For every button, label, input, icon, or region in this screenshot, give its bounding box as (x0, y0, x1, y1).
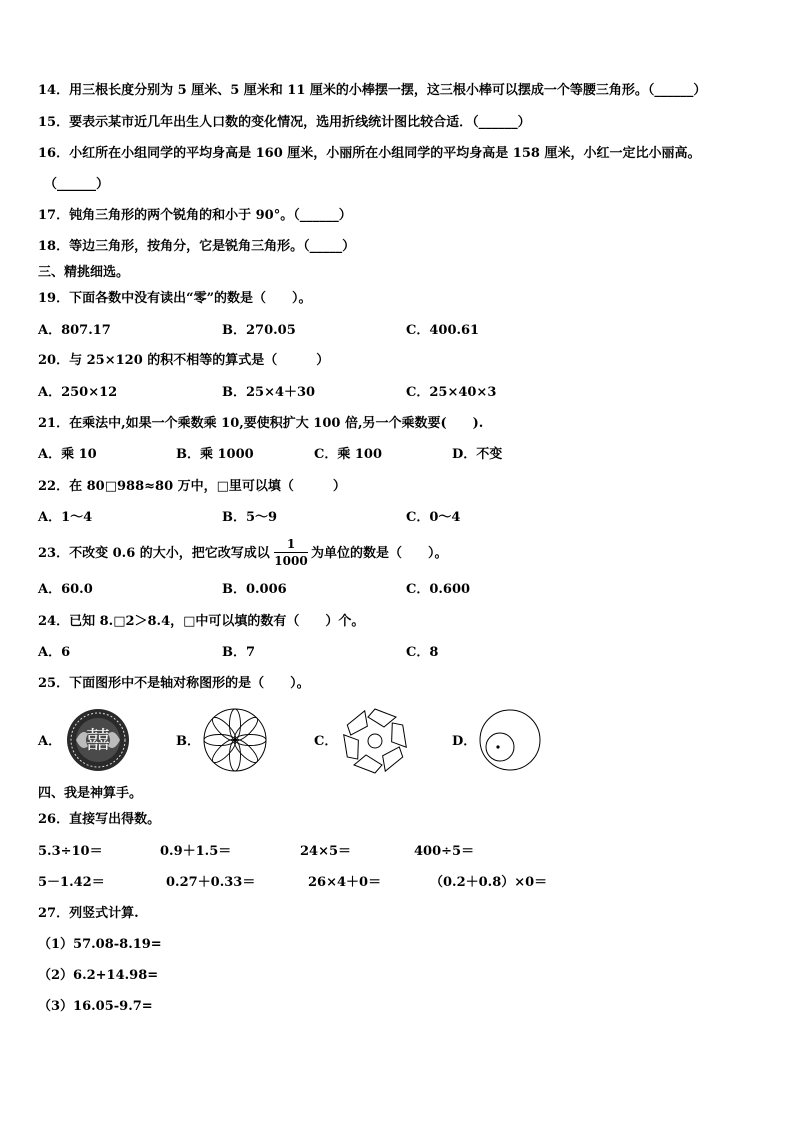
question-24: 24．已知 8.□2＞8.4，□中可以填的数有（ ）个。 (38, 614, 365, 629)
nested-circles-figure (478, 708, 542, 772)
question-18: 18．等边三角形，按角分，它是锐角三角形。（_____） (38, 239, 356, 254)
calc-7: 26×4＋0＝ (308, 875, 382, 890)
q22-option-a: A．1～4 (38, 510, 93, 525)
q25-option-b: B． (176, 734, 200, 749)
q24-option-c: C．8 (406, 645, 439, 660)
q19-option-b: B．270.05 (222, 323, 296, 338)
q21-option-d: D．不变 (452, 447, 503, 462)
q19-option-c: C．400.61 (406, 323, 480, 338)
calc-4: 400÷5＝ (414, 844, 475, 859)
question-27: 27．列竖式计算. (38, 906, 139, 921)
question-23-pre: 23．不改变 0.6 的大小，把它改写成以 (38, 546, 270, 561)
calc-8: （0.2＋0.8）×0＝ (430, 875, 548, 890)
calc-1: 5.3÷10＝ (38, 844, 103, 859)
question-14: 14．用三根长度分别为 5 厘米、5 厘米和 11 厘米的小棒摆一摆，这三根小棒可以摆成一个等腰三角形。（______） (38, 83, 707, 98)
vertical-calc-3: （3）16.05-9.7= (38, 999, 153, 1014)
q20-option-b: B．25×4＋30 (222, 385, 316, 400)
section-4-heading: 四、我是神算手。 (38, 786, 143, 801)
q21-option-c: C．乘 100 (314, 447, 383, 462)
q19-option-a: A．807.17 (38, 323, 111, 338)
vertical-calc-2: （2）6.2+14.98= (38, 968, 159, 983)
question-21: 21．在乘法中,如果一个乘数乘 10,要使积扩大 100 倍,另一个乘数要( ). (38, 416, 484, 431)
vertical-calc-1: （1）57.08-8.19= (38, 937, 162, 952)
flower-petals-in-circle-figure (202, 707, 268, 773)
q25-option-d: D． (452, 734, 477, 749)
q23-option-c: C．0.600 (406, 582, 471, 597)
question-16-blank: （______） (44, 177, 110, 192)
question-17: 17．钝角三角形的两个锐角的和小于 90°。（______） (38, 208, 352, 223)
q21-option-b: B．乘 1000 (176, 447, 254, 462)
question-23-post: 为单位的数是（ ）。 (311, 546, 448, 561)
q24-option-a: A．6 (38, 645, 71, 660)
calc-3: 24×5＝ (300, 844, 352, 859)
q20-option-a: A．250×12 (38, 385, 118, 400)
calc-6: 0.27＋0.33＝ (166, 875, 256, 890)
double-happiness-glyph: 囍 (86, 726, 110, 754)
q23-option-a: A．60.0 (38, 582, 93, 597)
fraction-one-thousandth (274, 537, 308, 568)
q24-option-b: B．7 (222, 645, 256, 660)
q25-option-a: A． (38, 734, 62, 749)
section-3-heading: 三、精挑细选。 (38, 265, 130, 280)
q23-option-b: B．0.006 (222, 582, 287, 597)
question-15: 15．要表示某市近几年出生人口数的变化情况，选用折线统计图比较合适．（______） (38, 115, 531, 130)
fraction-bar (274, 552, 308, 553)
calc-5: 5－1.42＝ (38, 875, 105, 890)
fraction-numerator: 1 (286, 537, 296, 551)
q22-option-b: B．5～9 (222, 510, 278, 525)
fraction-denominator: 1000 (274, 554, 308, 568)
question-20: 20．与 25×120 的积不相等的算式是（ ） (38, 353, 330, 368)
q25-option-c: C． (314, 734, 338, 749)
pinwheel-hexagon-figure (338, 705, 412, 775)
q20-option-c: C．25×40×3 (406, 385, 497, 400)
q22-option-c: C．0～4 (406, 510, 461, 525)
calc-2: 0.9＋1.5＝ (160, 844, 232, 859)
double-happiness-emblem-figure (66, 708, 130, 772)
q21-option-a: A．乘 10 (38, 447, 97, 462)
question-25: 25．下面图形中不是轴对称图形的是（ ）。 (38, 676, 310, 691)
question-26: 26．直接写出得数。 (38, 812, 161, 827)
question-22: 22．在 80□988≈80 万中，□里可以填（ ） (38, 479, 346, 494)
question-16: 16．小红所在小组同学的平均身高是 160 厘米，小丽所在小组同学的平均身高是 158 厘米，小红一定比小丽高。 (38, 146, 701, 161)
question-19: 19．下面各数中没有读出“零”的数是（ ）。 (38, 291, 312, 306)
